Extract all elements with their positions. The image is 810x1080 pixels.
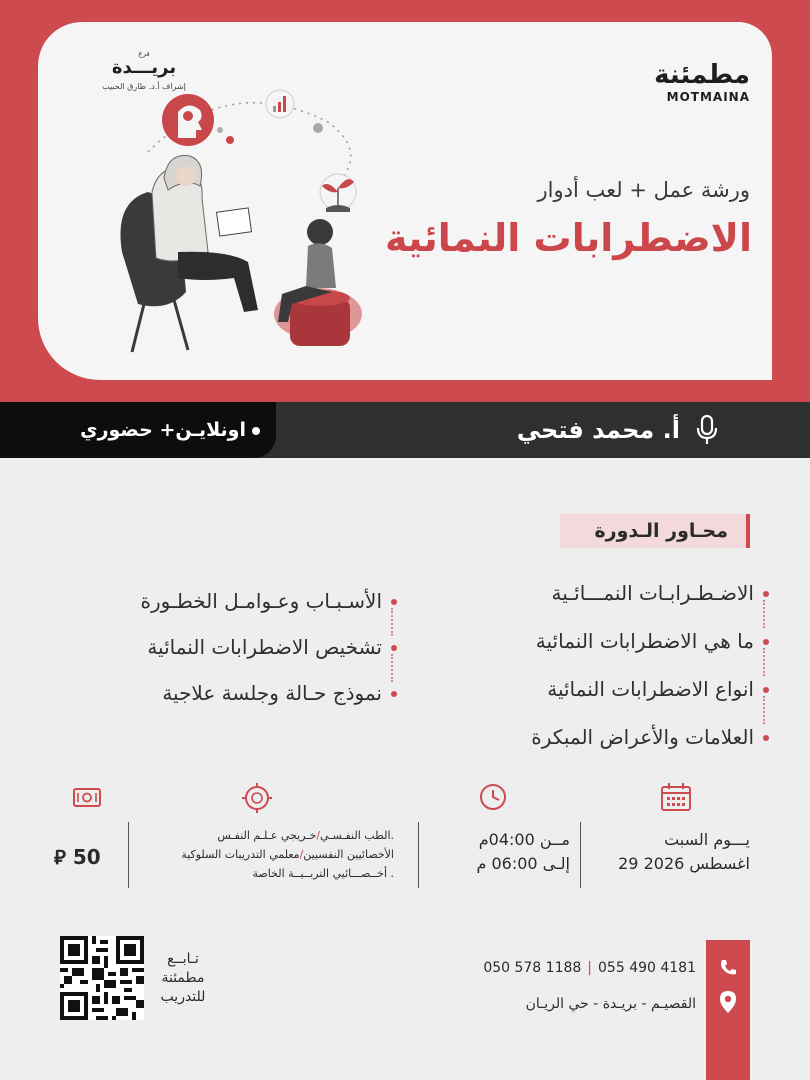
- topic-item: نموذج حـالة وجلسة علاجية: [42, 676, 382, 722]
- event-time-to: إلـى 06:00 م: [476, 854, 570, 873]
- phone-number[interactable]: 055 490 4181: [598, 960, 696, 976]
- branch-supervisor: إشراف أ.د. طارق الحبيب: [102, 82, 186, 91]
- riyal-icon: ⃁: [54, 845, 66, 869]
- brand-name-ar: مطمئنة: [654, 60, 750, 90]
- brand-logo: [620, 60, 750, 104]
- audience-item: أخــصـــائيي التربــيــة الخاصة .: [252, 867, 394, 880]
- audience-block: [138, 826, 394, 883]
- topics-list-right: [414, 576, 754, 768]
- qr-code[interactable]: [60, 936, 144, 1020]
- workshop-title: الاضطرابات النمائية: [384, 216, 752, 260]
- topic-item: تشخيص الاضطرابات النمائية: [42, 630, 382, 676]
- topic-item: العلامات والأعراض المبكرة: [414, 720, 754, 768]
- audience-separator: /: [299, 848, 304, 861]
- follow-line: للتدريب: [160, 989, 206, 1005]
- divider: [580, 822, 581, 888]
- location-pin-icon: [719, 990, 737, 1014]
- follow-line: تـابــع: [167, 951, 199, 967]
- course-topics-heading: محـاور الـدورة: [560, 514, 750, 548]
- event-date: 29 اغسطس 2026: [618, 854, 750, 873]
- audience-item: خـريجي عـلـم النفـس.: [217, 829, 394, 842]
- topic-item: الاضـطـرابـات النمـــائـية: [414, 576, 754, 624]
- speaker-name: أ. محمد فتحي: [516, 416, 680, 444]
- therapist-child-illustration: [108, 82, 368, 380]
- follow-line: مطمئنة: [161, 970, 205, 986]
- phone-numbers: [440, 960, 696, 976]
- attendance-mode: [40, 402, 270, 458]
- plant-icon: [320, 174, 356, 212]
- audience-item: معلمي التدريبات السلوكية: [181, 848, 300, 861]
- divider: [128, 822, 129, 888]
- brain-head-icon: [162, 94, 214, 146]
- date-block: [592, 828, 750, 876]
- workshop-subtitle: ورشة عمل + لعب أدوار: [537, 178, 750, 202]
- event-time-from: مــن 04:00م: [478, 830, 570, 849]
- audience-item: الأخصائيين النفسيين: [303, 848, 394, 861]
- price-value: 50: [72, 845, 101, 869]
- microphone-icon: [694, 414, 720, 446]
- hero-card: [38, 22, 772, 380]
- topic-item: انواع الاضطرابات النمائية: [414, 672, 754, 720]
- price-block: [54, 844, 120, 870]
- calendar-icon: [660, 782, 692, 812]
- contact-icons-strip: [706, 940, 750, 1080]
- target-audience-icon: [240, 782, 274, 814]
- address: القصيـم - بريـدة - حي الريـان: [525, 996, 696, 1012]
- chart-icon: [266, 90, 294, 118]
- follow-label: [150, 950, 216, 1007]
- money-icon: [72, 786, 102, 810]
- branch-name: بريـــدة: [111, 57, 177, 78]
- divider: [418, 822, 419, 888]
- audience-item: الطب النفـسـي: [320, 829, 391, 842]
- attendance-mode-text: اونلايـن+ حضوري: [80, 419, 246, 441]
- phone-separator: |: [587, 960, 593, 976]
- topic-item: الأسـبـاب وعـوامـل الخطـورة: [42, 584, 382, 630]
- clock-icon: [478, 782, 508, 812]
- audience-separator: /: [316, 829, 321, 842]
- topic-item: ما هي الاضطرابات النمائية: [414, 624, 754, 672]
- event-day: يـــوم السبت: [664, 830, 750, 849]
- phone-icon: [718, 958, 738, 978]
- bullet-icon: [252, 427, 260, 435]
- time-block: [430, 828, 570, 876]
- topics-list-left: [42, 584, 382, 722]
- branch-small-label: فرع: [138, 50, 150, 58]
- phone-number[interactable]: 050 578 1188: [483, 960, 582, 976]
- brand-name-en: MOTMAINA: [666, 90, 750, 104]
